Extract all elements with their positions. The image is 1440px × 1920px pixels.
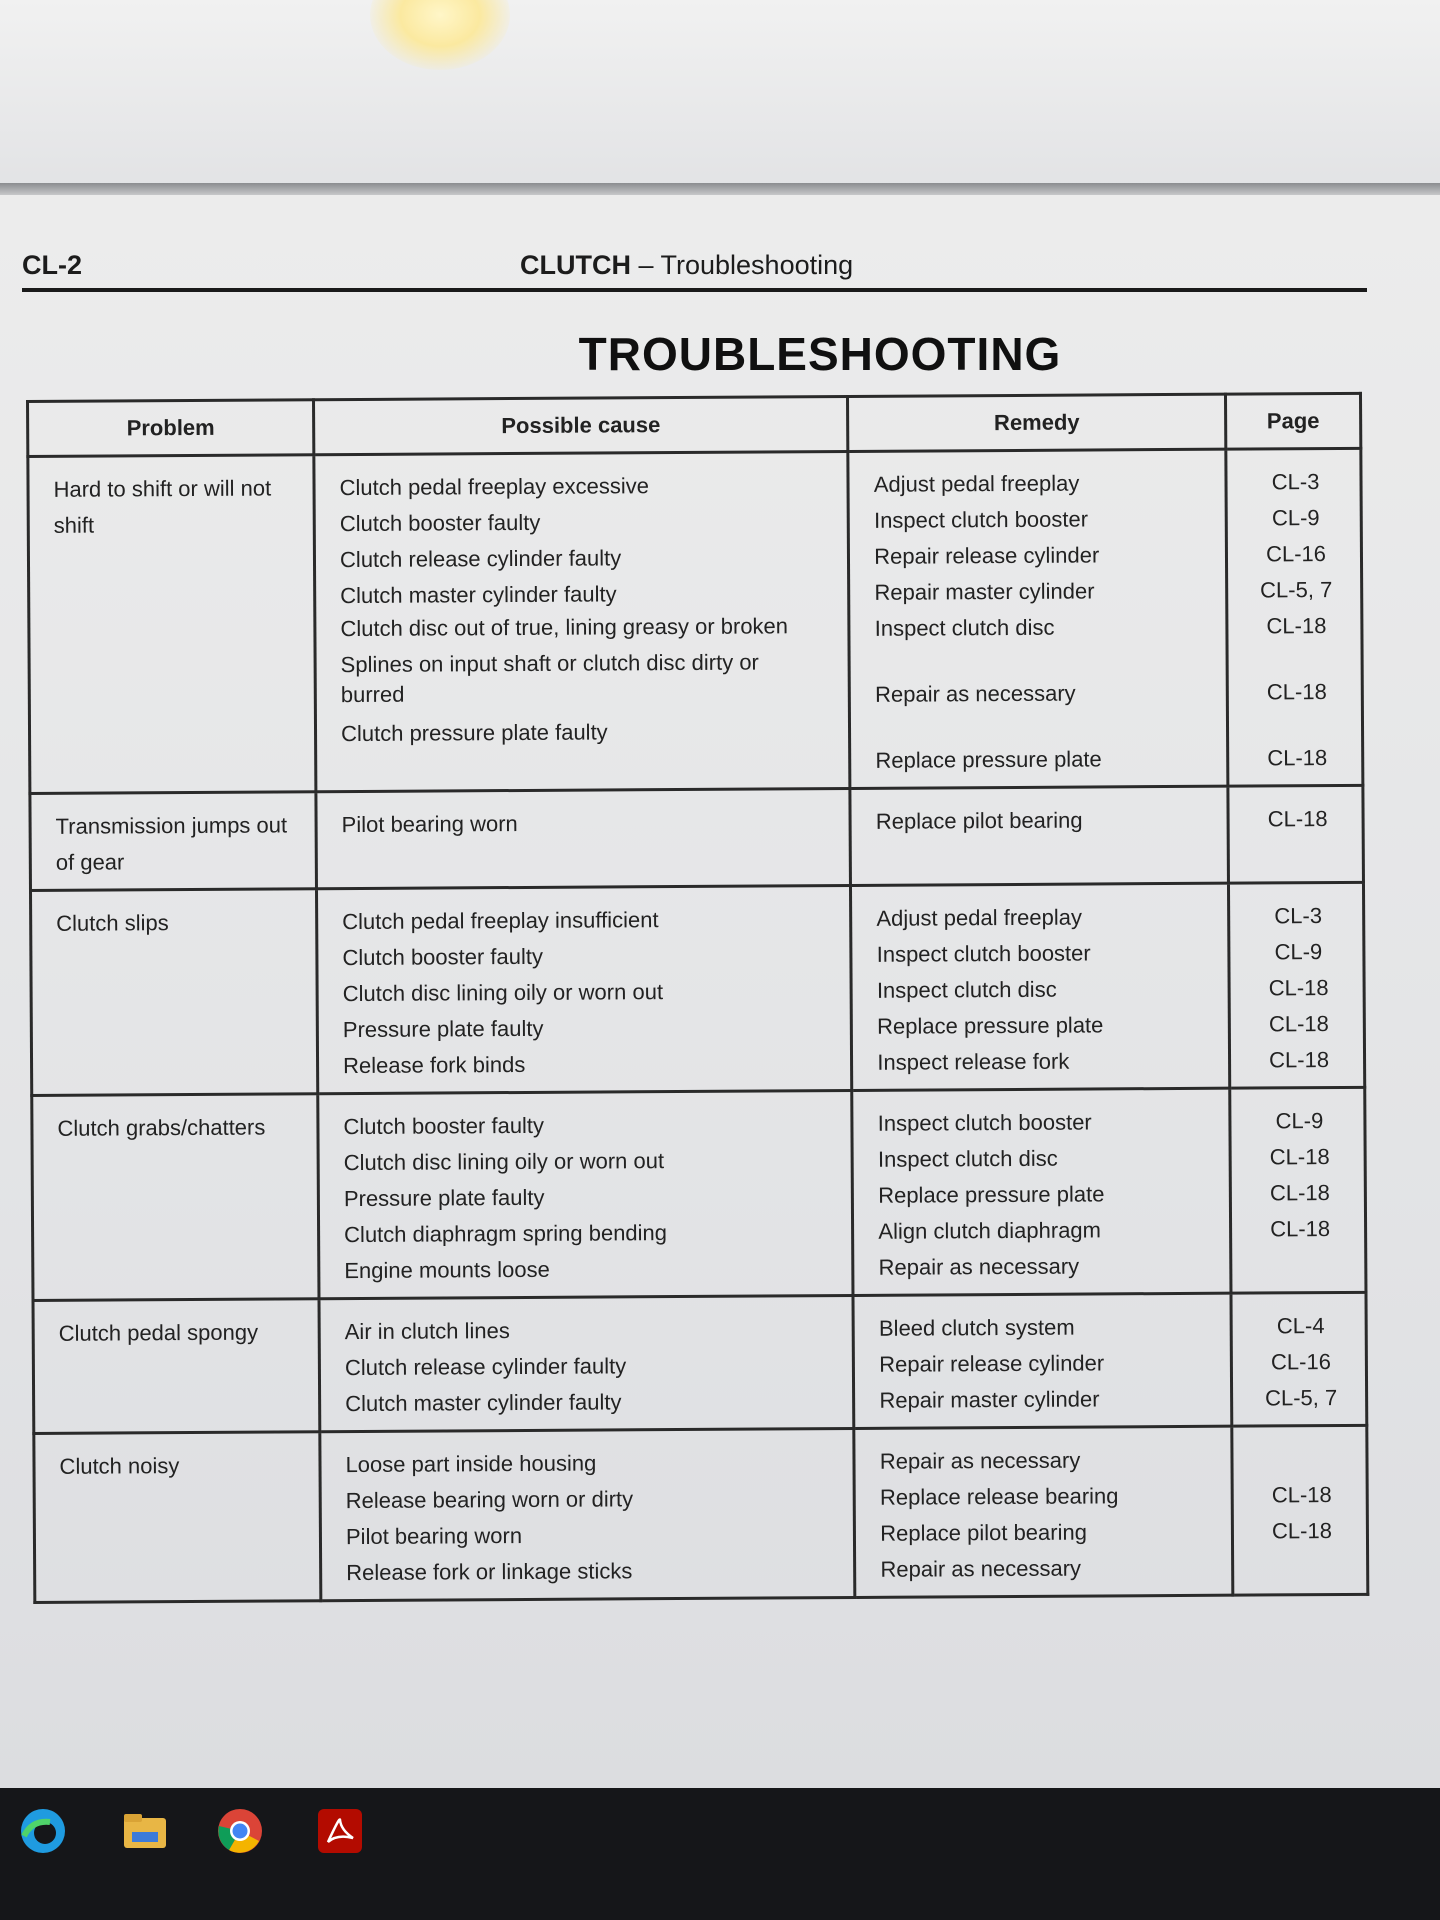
- spacer: [1253, 710, 1341, 741]
- remedy-line: Bleed clutch system: [878, 1314, 1075, 1341]
- edge-browser-icon[interactable]: [18, 1806, 68, 1856]
- light-reflection: [370, 0, 510, 70]
- spacer: [1253, 644, 1341, 675]
- remedy-cell: [854, 1426, 1233, 1597]
- cause-line: Air in clutch lines: [344, 1318, 510, 1345]
- page-number: CL-2: [22, 250, 82, 280]
- page-cell: [1232, 1425, 1368, 1595]
- cause-line: Clutch disc out of true, lining greasy or broken: [340, 613, 789, 642]
- page-cell: [1228, 785, 1364, 883]
- remedy-line: Repair release cylinder: [874, 542, 1100, 569]
- cause-line: Clutch pedal freeplay insufficient: [342, 907, 659, 935]
- remedy-line: Inspect clutch disc: [877, 1145, 1058, 1172]
- table-row: [30, 882, 1364, 1095]
- troubleshooting-table: [26, 392, 1369, 1604]
- page-ref: CL-18: [1266, 613, 1327, 639]
- cause-line: Clutch disc lining oily or worn out: [342, 979, 664, 1007]
- cause-line: Clutch pressure plate faulty: [340, 719, 608, 747]
- remedy-line: Repair master cylinder: [879, 1386, 1100, 1413]
- problem-cell: Hard to shift or will not shift: [28, 455, 316, 794]
- remedy-line: Repair release cylinder: [879, 1350, 1105, 1377]
- page-ref: CL-18: [1267, 745, 1328, 771]
- page-cell: [1229, 882, 1365, 1088]
- remedy-cell: [848, 449, 1228, 788]
- remedy-line: Inspect clutch disc: [876, 976, 1057, 1003]
- page-ref: CL-16: [1270, 1349, 1331, 1375]
- table-row: [34, 1425, 1368, 1602]
- cause-cell: [319, 1295, 854, 1431]
- remedy-line: Repair master cylinder: [874, 578, 1095, 605]
- page-ref: CL-16: [1265, 541, 1327, 567]
- header-possible-cause: Possible cause: [314, 396, 849, 454]
- cause-cell: [316, 788, 851, 888]
- header-page: Page: [1226, 393, 1361, 449]
- remedy-line: Repair as necessary: [878, 1253, 1080, 1280]
- table-body: [28, 448, 1368, 1602]
- remedy-line: Inspect clutch booster: [873, 506, 1089, 533]
- remedy-line: Repair as necessary: [879, 1447, 1081, 1474]
- spacer: [875, 711, 1206, 743]
- page-cell: [1231, 1292, 1367, 1426]
- remedy-cell: [850, 786, 1228, 885]
- cause-line: Clutch release cylinder faulty: [344, 1353, 627, 1381]
- cause-cell: [317, 885, 853, 1093]
- remedy-line: Replace pilot bearing: [875, 807, 1083, 834]
- section-title: [520, 250, 853, 281]
- monitor-top-glare: [0, 0, 1440, 190]
- cause-line: Engine mounts loose: [344, 1256, 550, 1284]
- cause-line: Clutch booster faulty: [343, 1112, 545, 1140]
- spacer: [875, 645, 1206, 677]
- cause-line: Clutch diaphragm spring bending: [344, 1220, 668, 1248]
- page-ref: CL-5, 7: [1260, 577, 1333, 603]
- remedy-line: Replace pressure plate: [877, 1012, 1104, 1039]
- acrobat-reader-icon[interactable]: [315, 1806, 365, 1856]
- chrome-browser-icon[interactable]: [215, 1806, 265, 1856]
- remedy-line: Replace pressure plate: [878, 1181, 1105, 1208]
- page-ref: CL-18: [1271, 1518, 1332, 1544]
- page-ref: CL-3: [1271, 469, 1320, 495]
- page-ref: CL-9: [1271, 505, 1320, 531]
- page-ref: CL-4: [1276, 1313, 1325, 1339]
- screen-bezel-edge: [0, 183, 1440, 195]
- remedy-line: Repair as necessary: [880, 1555, 1082, 1582]
- cause-cell: [314, 451, 850, 791]
- remedy-line: Inspect clutch disc: [874, 614, 1055, 641]
- cause-line: Release fork binds: [343, 1051, 526, 1079]
- table-header-row: [28, 393, 1361, 456]
- document-page: [0, 195, 1440, 1788]
- remedy-line: Replace pilot bearing: [880, 1519, 1087, 1546]
- page-ref: CL-18: [1268, 1011, 1329, 1037]
- cause-line: Release bearing worn or dirty: [345, 1486, 634, 1514]
- page-ref: CL-18: [1268, 975, 1329, 1001]
- cause-line: Clutch pedal freeplay excessive: [339, 473, 650, 501]
- taskbar: [0, 1788, 1440, 1920]
- cause-line: Clutch release cylinder faulty: [339, 545, 622, 573]
- remedy-line: Inspect release fork: [877, 1048, 1070, 1075]
- page-ref: CL-9: [1275, 1108, 1324, 1134]
- cause-line: Clutch master cylinder faulty: [345, 1389, 622, 1417]
- page-ref: [1258, 1549, 1346, 1586]
- cause-line: Clutch master cylinder faulty: [340, 581, 617, 609]
- cause-line: Splines on input shaft or clutch disc dirty or burred: [340, 649, 759, 708]
- page-ref: [1256, 1247, 1344, 1284]
- cause-cell: [320, 1428, 855, 1600]
- table-row: [28, 448, 1363, 793]
- header-remedy: Remedy: [848, 394, 1226, 451]
- cause-line: Clutch disc lining oily or worn out: [343, 1148, 665, 1176]
- section-title-bold: CLUTCH: [520, 250, 631, 280]
- header-problem: Problem: [28, 400, 314, 457]
- remedy-cell: [851, 883, 1230, 1090]
- page-ref: CL-18: [1269, 1144, 1330, 1170]
- page-ref: CL-5, 7: [1264, 1385, 1338, 1411]
- remedy-line: Repair as necessary: [875, 680, 1076, 707]
- remedy-line: Adjust pedal freeplay: [876, 904, 1083, 931]
- section-title-rest: – Troubleshooting: [630, 250, 854, 280]
- remedy-line: Replace pressure plate: [875, 746, 1102, 773]
- remedy-cell: [853, 1293, 1232, 1428]
- remedy-line: Inspect clutch booster: [876, 940, 1091, 967]
- remedy-line: Inspect clutch booster: [877, 1109, 1092, 1136]
- remedy-line: Adjust pedal freeplay: [873, 470, 1080, 497]
- page-ref: [1257, 1441, 1345, 1478]
- cause-line: Loose part inside housing: [345, 1450, 597, 1478]
- running-header: [22, 250, 1367, 292]
- remedy-line: Align clutch diaphragm: [878, 1217, 1102, 1244]
- table-row: [30, 785, 1364, 890]
- page-ref: CL-18: [1266, 679, 1327, 705]
- page-ref: CL-18: [1269, 1047, 1330, 1073]
- problem-cell: Clutch noisy: [34, 1432, 321, 1603]
- remedy-cell: [852, 1088, 1231, 1295]
- cause-line: Pilot bearing worn: [345, 1522, 523, 1550]
- cause-line: Release fork or linkage sticks: [346, 1558, 633, 1586]
- page-cell: [1226, 448, 1363, 786]
- table-row: [33, 1292, 1367, 1433]
- problem-cell: Clutch slips: [30, 889, 317, 1096]
- cause-cell: [318, 1090, 854, 1298]
- cause-line: Clutch booster faulty: [342, 943, 544, 971]
- page-ref: CL-9: [1274, 939, 1323, 965]
- problem-cell: Clutch pedal spongy: [33, 1299, 320, 1434]
- cause-line: Pressure plate faulty: [343, 1184, 545, 1212]
- page-cell: [1230, 1087, 1366, 1293]
- problem-cell: Transmission jumps out of gear: [30, 792, 317, 891]
- page-title: TROUBLESHOOTING: [578, 328, 1062, 380]
- page-ref: CL-18: [1267, 806, 1328, 832]
- cause-line: Pressure plate faulty: [342, 1015, 544, 1043]
- cause-line: Clutch booster faulty: [339, 509, 541, 537]
- cause-line: Pilot bearing worn: [341, 811, 518, 838]
- file-explorer-icon[interactable]: [120, 1806, 170, 1856]
- table-row: [32, 1087, 1366, 1300]
- page-ref: CL-18: [1269, 1180, 1330, 1206]
- remedy-line: Replace release bearing: [879, 1483, 1119, 1510]
- page-ref: CL-18: [1270, 1216, 1331, 1242]
- problem-cell: Clutch grabs/chatters: [32, 1094, 319, 1301]
- page-ref: CL-3: [1274, 903, 1323, 929]
- page-ref: CL-18: [1271, 1482, 1332, 1508]
